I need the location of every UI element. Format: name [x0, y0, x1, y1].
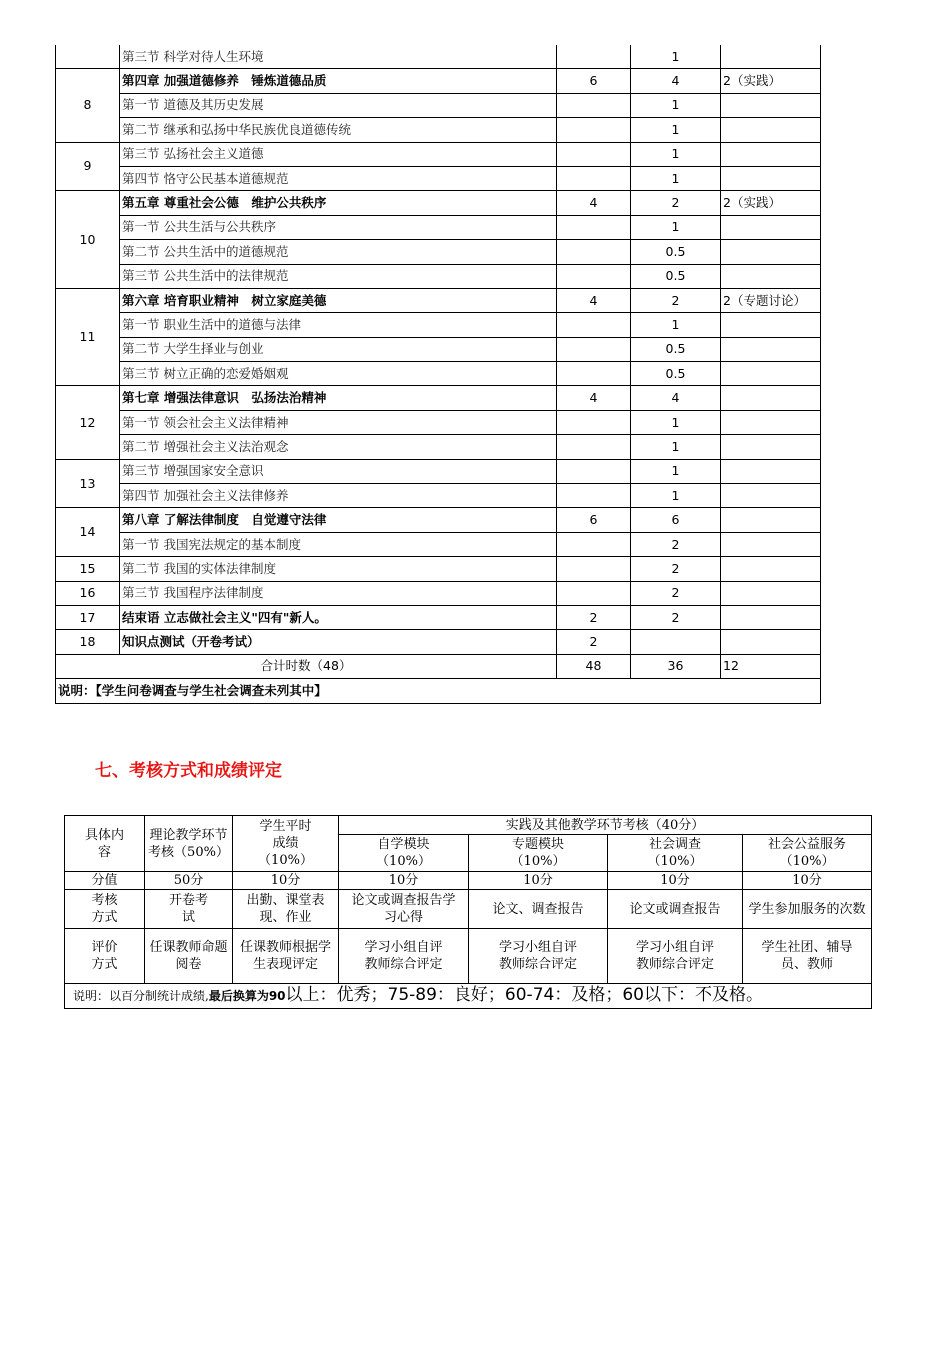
practice-group-header-cell: 实践及其他教学环节考核（40分） — [339, 816, 872, 835]
schedule-row — [56, 45, 821, 69]
title-cell: 知识点测试（开卷考试） — [120, 630, 557, 654]
score-cell: 10分 — [469, 872, 608, 890]
method-label-cell: 考核方式 — [65, 890, 145, 929]
method-cell: 出勤、课堂表现、作业 — [233, 890, 339, 929]
practice-note-cell — [721, 581, 821, 605]
score-cell: 10分 — [743, 872, 872, 890]
total-hours-cell: 2 — [557, 605, 631, 629]
schedule-row — [56, 337, 821, 361]
schedule-row — [56, 630, 821, 654]
total-hours-cell: 6 — [557, 508, 631, 532]
practice-note-cell — [721, 362, 821, 386]
eval-cell: 任课教师根据学生表现评定 — [233, 929, 339, 984]
theory-hours-cell: 2 — [631, 288, 721, 312]
schedule-row — [56, 557, 821, 581]
practice-note-cell — [721, 557, 821, 581]
title-cell: 第六章 培育职业精神 树立家庭美德 — [120, 288, 557, 312]
week-cell: 9 — [56, 142, 120, 191]
practice-note-cell — [721, 215, 821, 239]
title-cell: 第四节 加强社会主义法律修养 — [120, 484, 557, 508]
total-hours-cell: 4 — [557, 288, 631, 312]
title-cell: 第一节 我国宪法规定的基本制度 — [120, 532, 557, 556]
practice-note-cell: 2（实践） — [721, 191, 821, 215]
eval-cell: 任课教师命题阅卷 — [145, 929, 233, 984]
total-hours-cell — [557, 484, 631, 508]
practice-note-cell — [721, 240, 821, 264]
schedule-row — [56, 605, 821, 629]
self-study-header-cell: 自学模块（10%） — [339, 835, 469, 872]
total-hours-cell — [557, 459, 631, 483]
total-hours-cell — [557, 264, 631, 288]
assessment-footer-row — [65, 984, 872, 1009]
remark-row — [56, 679, 821, 703]
theory-hours-cell: 1 — [631, 45, 721, 69]
schedule-row — [56, 435, 821, 459]
score-cell: 10分 — [233, 872, 339, 890]
practice-note-cell — [721, 459, 821, 483]
method-cell: 论文、调查报告 — [469, 890, 608, 929]
total-hours-cell — [557, 337, 631, 361]
schedule-row — [56, 288, 821, 312]
title-cell: 第七章 增强法律意识 弘扬法治精神 — [120, 386, 557, 410]
title-cell: 第三节 增强国家安全意识 — [120, 459, 557, 483]
theory-hours-sum-cell: 36 — [631, 654, 721, 678]
total-hours-cell — [557, 166, 631, 190]
practice-note-cell — [721, 605, 821, 629]
method-cell: 开卷考试 — [145, 890, 233, 929]
theory-hours-cell: 1 — [631, 484, 721, 508]
content-header-cell: 具体内容 — [65, 816, 145, 872]
title-cell: 第三节 科学对待人生环境 — [120, 45, 557, 69]
total-hours-cell: 2 — [557, 630, 631, 654]
eval-cell: 学习小组自评教师综合评定 — [608, 929, 743, 984]
total-hours-cell — [557, 581, 631, 605]
theory-hours-cell: 1 — [631, 215, 721, 239]
total-hours-cell — [557, 215, 631, 239]
practice-note-cell: 2（专题讨论） — [721, 288, 821, 312]
total-hours-sum-cell: 48 — [557, 654, 631, 678]
eval-cell: 学习小组自评教师综合评定 — [469, 929, 608, 984]
schedule-row — [56, 240, 821, 264]
title-cell: 第一节 领会社会主义法律精神 — [120, 410, 557, 434]
theory-hours-cell: 4 — [631, 386, 721, 410]
footer-text-part2: 最后换算为90 — [208, 989, 286, 1003]
title-cell: 第二节 增强社会主义法治观念 — [120, 435, 557, 459]
title-cell: 第四章 加强道德修养 锤炼道德品质 — [120, 69, 557, 93]
schedule-row — [56, 93, 821, 117]
title-cell: 第一节 职业生活中的道德与法律 — [120, 313, 557, 337]
schedule-table — [55, 45, 821, 704]
schedule-row — [56, 362, 821, 386]
practice-note-cell — [721, 337, 821, 361]
total-hours-cell — [557, 240, 631, 264]
theory-header-cell: 理论教学环节考核（50%） — [145, 816, 233, 872]
title-cell: 第三节 公共生活中的法律规范 — [120, 264, 557, 288]
footer-text-part3: 以上：优秀；75-89：良好；60-74：及格；60以下：不及格。 — [285, 985, 763, 1005]
score-row — [65, 872, 872, 890]
practice-note-cell — [721, 508, 821, 532]
theory-hours-cell: 0.5 — [631, 240, 721, 264]
total-hours-cell: 4 — [557, 191, 631, 215]
week-cell: 13 — [56, 459, 120, 508]
theory-hours-cell: 0.5 — [631, 362, 721, 386]
title-cell: 第二节 我国的实体法律制度 — [120, 557, 557, 581]
theory-hours-cell: 1 — [631, 313, 721, 337]
title-cell: 第一节 道德及其历史发展 — [120, 93, 557, 117]
title-cell: 第一节 公共生活与公共秩序 — [120, 215, 557, 239]
title-cell: 第二节 继承和弘扬中华民族优良道德传统 — [120, 118, 557, 142]
practice-note-cell — [721, 484, 821, 508]
eval-cell: 学生社团、辅导员、教师 — [743, 929, 872, 984]
theory-hours-cell: 1 — [631, 93, 721, 117]
assessment-table — [64, 815, 872, 1009]
practice-note-cell — [721, 166, 821, 190]
title-cell: 第五章 尊重社会公德 维护公共秩序 — [120, 191, 557, 215]
practice-hours-sum-cell: 12 — [721, 654, 821, 678]
title-cell: 第二节 大学生择业与创业 — [120, 337, 557, 361]
practice-note-cell — [721, 532, 821, 556]
total-hours-cell — [557, 532, 631, 556]
practice-note-cell — [721, 45, 821, 69]
total-hours-cell — [557, 93, 631, 117]
practice-note-cell — [721, 410, 821, 434]
week-cell: 17 — [56, 605, 120, 629]
remark-cell: 说明：【学生问卷调查与学生社会调查未列其中】 — [56, 679, 821, 703]
method-row — [65, 890, 872, 929]
total-hours-cell — [557, 362, 631, 386]
schedule-row — [56, 118, 821, 142]
total-hours-cell — [557, 142, 631, 166]
score-label-cell: 分值 — [65, 872, 145, 890]
method-cell: 论文或调查报告学习心得 — [339, 890, 469, 929]
theory-hours-cell: 2 — [631, 557, 721, 581]
theory-hours-cell: 0.5 — [631, 264, 721, 288]
theory-hours-cell: 2 — [631, 605, 721, 629]
schedule-row — [56, 386, 821, 410]
total-hours-cell — [557, 313, 631, 337]
week-cell: 10 — [56, 191, 120, 289]
week-cell: 8 — [56, 69, 120, 142]
practice-note-cell: 2（实践） — [721, 69, 821, 93]
practice-note-cell — [721, 264, 821, 288]
schedule-row — [56, 166, 821, 190]
total-hours-cell — [557, 557, 631, 581]
practice-note-cell — [721, 118, 821, 142]
assessment-header-row — [65, 816, 872, 835]
eval-cell: 学习小组自评教师综合评定 — [339, 929, 469, 984]
schedule-row — [56, 508, 821, 532]
theory-hours-cell: 1 — [631, 118, 721, 142]
week-cell: 14 — [56, 508, 120, 557]
theory-hours-cell — [631, 630, 721, 654]
practice-note-cell — [721, 93, 821, 117]
total-hours-cell — [557, 435, 631, 459]
practice-note-cell — [721, 630, 821, 654]
schedule-row — [56, 142, 821, 166]
week-cell: 18 — [56, 630, 120, 654]
practice-note-cell — [721, 386, 821, 410]
theory-hours-cell: 1 — [631, 410, 721, 434]
theory-hours-cell: 2 — [631, 581, 721, 605]
schedule-row — [56, 581, 821, 605]
score-cell: 10分 — [608, 872, 743, 890]
schedule-row — [56, 484, 821, 508]
practice-note-cell — [721, 313, 821, 337]
schedule-row — [56, 459, 821, 483]
assessment-footer-cell — [65, 984, 872, 1009]
practice-note-cell — [721, 142, 821, 166]
week-cell: 12 — [56, 386, 120, 459]
schedule-row — [56, 215, 821, 239]
method-cell: 学生参加服务的次数 — [743, 890, 872, 929]
title-cell: 第三节 树立正确的恋爱婚姻观 — [120, 362, 557, 386]
theory-hours-cell: 4 — [631, 69, 721, 93]
theory-hours-cell: 1 — [631, 166, 721, 190]
title-cell: 第三节 我国程序法律制度 — [120, 581, 557, 605]
section-heading: 七、考核方式和成绩评定 — [95, 761, 282, 781]
theory-hours-cell: 1 — [631, 435, 721, 459]
method-cell: 论文或调查报告 — [608, 890, 743, 929]
week-cell: 15 — [56, 557, 120, 581]
total-hours-cell: 6 — [557, 69, 631, 93]
total-hours-cell — [557, 45, 631, 69]
theory-hours-cell: 2 — [631, 191, 721, 215]
theory-hours-cell: 1 — [631, 142, 721, 166]
total-hours-cell: 4 — [557, 386, 631, 410]
score-cell: 10分 — [339, 872, 469, 890]
schedule-row — [56, 69, 821, 93]
title-cell: 第四节 恪守公民基本道德规范 — [120, 166, 557, 190]
survey-header-cell: 社会调查（10%） — [608, 835, 743, 872]
total-label-cell: 合计时数（48） — [56, 654, 557, 678]
title-cell: 第八章 了解法律制度 自觉遵守法律 — [120, 508, 557, 532]
schedule-body — [56, 45, 821, 703]
footer-text-part1: 说明：以百分制统计成绩, — [73, 989, 209, 1003]
topic-header-cell: 专题模块（10%） — [469, 835, 608, 872]
title-cell: 第三节 弘扬社会主义道德 — [120, 142, 557, 166]
practice-note-cell — [721, 435, 821, 459]
total-hours-cell — [557, 118, 631, 142]
score-cell: 50分 — [145, 872, 233, 890]
eval-row — [65, 929, 872, 984]
schedule-row — [56, 191, 821, 215]
eval-label-cell: 评价方式 — [65, 929, 145, 984]
theory-hours-cell: 6 — [631, 508, 721, 532]
schedule-row — [56, 410, 821, 434]
service-header-cell: 社会公益服务（10%） — [743, 835, 872, 872]
total-row — [56, 654, 821, 678]
schedule-row — [56, 264, 821, 288]
theory-hours-cell: 2 — [631, 532, 721, 556]
schedule-row — [56, 532, 821, 556]
theory-hours-cell: 1 — [631, 459, 721, 483]
title-cell: 结束语 立志做社会主义"四有"新人。 — [120, 605, 557, 629]
week-cell — [56, 45, 120, 69]
usual-header-cell: 学生平时成绩（10%） — [233, 816, 339, 872]
schedule-row — [56, 313, 821, 337]
total-hours-cell — [557, 410, 631, 434]
week-cell: 11 — [56, 288, 120, 386]
title-cell: 第二节 公共生活中的道德规范 — [120, 240, 557, 264]
theory-hours-cell: 0.5 — [631, 337, 721, 361]
week-cell: 16 — [56, 581, 120, 605]
